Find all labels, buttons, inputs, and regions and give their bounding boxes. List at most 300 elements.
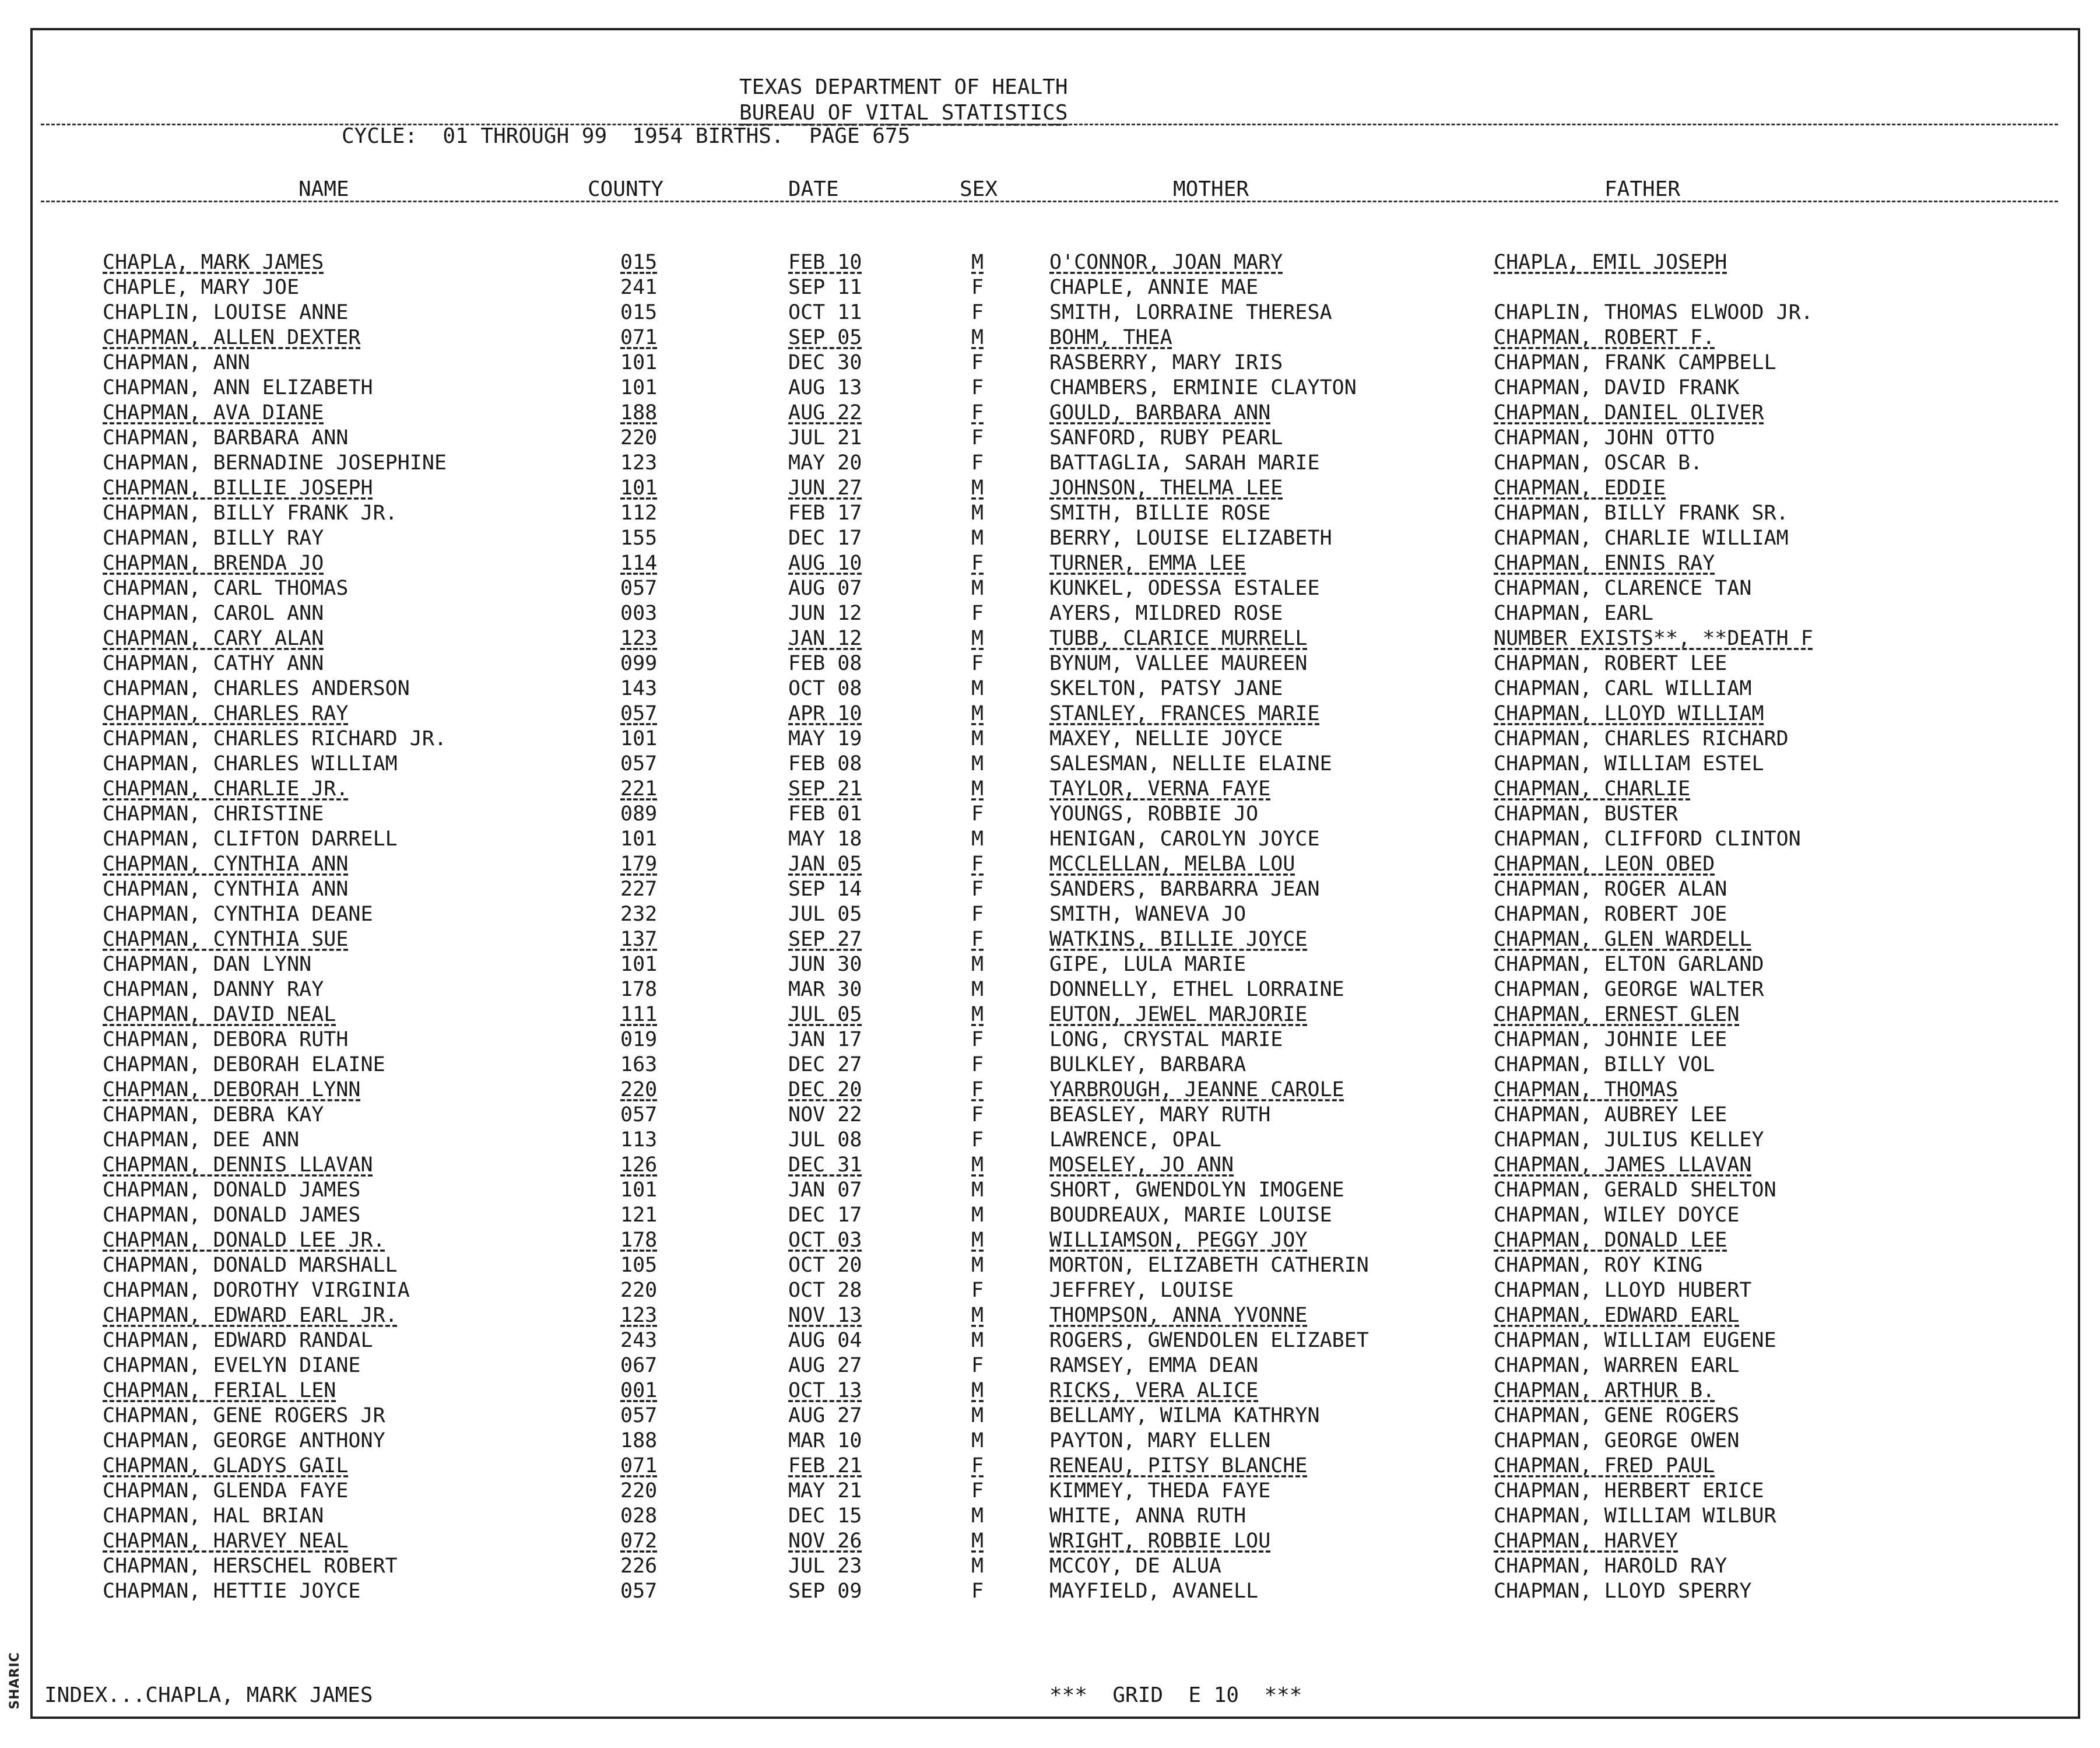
column-header-father: FATHER [1604,177,1681,201]
record-father: CHAPMAN, BILLY VOL [1494,1053,1715,1076]
record-county: 067 [620,1354,658,1377]
record-county: 143 [620,677,658,700]
record-father: CHAPMAN, CHARLIE [1494,777,1691,801]
record-row [0,1178,2100,1203]
record-mother: YARBROUGH, JEANNE CAROLE [1049,1078,1344,1101]
record-name: CHAPMAN, BARBARA ANN [103,426,349,450]
record-mother: AYERS, MILDRED ROSE [1049,602,1283,625]
record-date: OCT 03 [788,1228,862,1252]
record-row [0,677,2100,702]
record-row [0,1128,2100,1153]
record-date: NOV 13 [788,1304,862,1327]
record-date: AUG 07 [788,577,862,600]
record-row [0,251,2100,276]
record-mother: TUBB, CLARICE MURRELL [1049,627,1308,650]
record-county: 126 [620,1153,658,1177]
record-mother: MCCLELLAN, MELBA LOU [1049,852,1295,876]
record-name: CHAPMAN, DEE ANN [103,1128,300,1152]
record-father: CHAPMAN, GERALD SHELTON [1494,1178,1776,1202]
record-sex: F [971,903,984,926]
record-row [0,1529,2100,1554]
record-sex: F [971,376,984,399]
record-county: 101 [620,376,658,399]
record-date: JUL 23 [788,1554,862,1578]
record-father: CHAPMAN, ROBERT JOE [1494,903,1727,926]
record-mother: MCCOY, DE ALUA [1049,1554,1222,1578]
footer-grid: *** GRID E 10 *** [1049,1683,1302,1707]
side-label [3,1650,38,1714]
record-name: CHAPMAN, CARY ALAN [103,627,324,650]
record-county: 101 [620,1178,658,1202]
record-father: CHAPMAN, LEON OBED [1494,852,1715,876]
record-name: CHAPMAN, DANNY RAY [103,978,324,1001]
record-county: 015 [620,301,658,324]
record-row [0,1454,2100,1479]
record-row [0,627,2100,652]
record-father: CHAPMAN, AUBREY LEE [1494,1103,1727,1126]
record-father: CHAPMAN, JULIUS KELLEY [1494,1128,1764,1152]
record-row [0,727,2100,752]
record-row [0,802,2100,827]
record-sex: F [971,1354,984,1377]
record-name: CHAPMAN, BILLY FRANK JR. [103,501,398,525]
record-sex: M [971,978,984,1001]
record-row [0,451,2100,476]
record-sex: M [971,1003,984,1026]
record-father: CHAPMAN, JOHN OTTO [1494,426,1715,450]
record-date: JAN 12 [788,627,862,650]
record-father: CHAPMAN, DAVID FRANK [1494,376,1740,399]
record-row [0,1279,2100,1304]
record-county: 015 [620,251,658,274]
record-mother: GOULD, BARBARA ANN [1049,401,1271,424]
record-name: CHAPMAN, EDWARD RANDAL [103,1329,373,1352]
record-name: CHAPMAN, CHARLES RICHARD JR. [103,727,447,750]
record-mother: MAYFIELD, AVANELL [1049,1579,1259,1603]
record-name: CHAPMAN, CYNTHIA SUE [103,928,349,951]
record-father: CHAPMAN, HERBERT ERICE [1494,1479,1764,1503]
record-sex: M [971,752,984,775]
record-date: SEP 11 [788,276,862,299]
record-county: 123 [620,451,658,475]
record-county: 057 [620,1404,658,1427]
record-father: CHAPMAN, ROBERT LEE [1494,652,1727,675]
record-mother: SANDERS, BARBARRA JEAN [1049,877,1320,901]
record-sex: M [971,251,984,274]
record-date: SEP 27 [788,928,862,951]
record-mother: SHORT, GWENDOLYN IMOGENE [1049,1178,1344,1202]
record-mother: JOHNSON, THELMA LEE [1049,476,1283,500]
record-row [0,953,2100,978]
record-father: CHAPMAN, LLOYD HUBERT [1494,1279,1752,1302]
record-county: 220 [620,426,658,450]
record-row [0,1228,2100,1254]
record-name: CHAPMAN, CHARLES WILLIAM [103,752,398,775]
record-county: 099 [620,652,658,675]
record-mother: TURNER, EMMA LEE [1049,552,1246,575]
record-row [0,376,2100,401]
column-header-rule [41,201,2058,202]
record-row [0,1103,2100,1128]
record-father: CHAPMAN, LLOYD WILLIAM [1494,702,1764,725]
record-mother: KIMMEY, THEDA FAYE [1049,1479,1271,1503]
record-date: DEC 17 [788,526,862,550]
record-date: AUG 27 [788,1404,862,1427]
record-sex: M [971,627,984,650]
record-date: DEC 27 [788,1053,862,1076]
record-date: NOV 22 [788,1103,862,1126]
record-county: 227 [620,877,658,901]
record-row [0,552,2100,577]
record-sex: M [971,577,984,600]
record-mother: YOUNGS, ROBBIE JO [1049,802,1259,826]
record-county: 137 [620,928,658,951]
record-county: 003 [620,602,658,625]
header-line-2: BUREAU OF VITAL STATISTICS [739,101,1068,125]
record-mother: CHAMBERS, ERMINIE CLAYTON [1049,376,1357,399]
record-county: 111 [620,1003,658,1026]
record-date: JAN 05 [788,852,862,876]
record-county: 057 [620,752,658,775]
record-mother: WATKINS, BILLIE JOYCE [1049,928,1308,951]
record-row [0,1254,2100,1279]
record-mother: BELLAMY, WILMA KATHRYN [1049,1404,1320,1427]
record-mother: KUNKEL, ODESSA ESTALEE [1049,577,1320,600]
record-date: SEP 09 [788,1579,862,1603]
record-date: MAY 19 [788,727,862,750]
record-mother: WRIGHT, ROBBIE LOU [1049,1529,1271,1553]
record-county: 178 [620,978,658,1001]
record-sex: M [971,1304,984,1327]
record-name: CHAPMAN, CHARLIE JR. [103,777,349,801]
record-mother: ROGERS, GWENDOLEN ELIZABET [1049,1329,1369,1352]
record-father: CHAPMAN, WILLIAM EUGENE [1494,1329,1776,1352]
record-father: CHAPMAN, HAROLD RAY [1494,1554,1727,1578]
record-name: CHAPMAN, DEBORAH LYNN [103,1078,361,1101]
record-sex: M [971,1178,984,1202]
record-row [0,852,2100,877]
record-mother: CHAPLE, ANNIE MAE [1049,276,1259,299]
record-father: CHAPMAN, DONALD LEE [1494,1228,1727,1252]
record-row [0,928,2100,953]
record-sex: M [971,326,984,349]
record-sex: M [971,1203,984,1227]
record-row [0,602,2100,627]
record-row [0,301,2100,326]
record-sex: F [971,401,984,424]
record-row [0,1053,2100,1078]
record-father: CHAPMAN, EARL [1494,602,1653,625]
record-date: JUN 27 [788,476,862,500]
record-county: 101 [620,476,658,500]
record-date: DEC 17 [788,1203,862,1227]
record-county: 057 [620,1579,658,1603]
column-header-county: COUNTY [588,177,664,201]
record-name: CHAPMAN, FERIAL LEN [103,1379,336,1402]
record-father: CHAPMAN, CLARENCE TAN [1494,577,1752,600]
record-sex: M [971,727,984,750]
record-row [0,401,2100,426]
record-name: CHAPMAN, DENNIS LLAVAN [103,1153,373,1177]
record-mother: GIPE, LULA MARIE [1049,953,1246,976]
record-sex: M [971,1379,984,1402]
record-name: CHAPMAN, DONALD MARSHALL [103,1254,398,1277]
record-row [0,1579,2100,1605]
record-name: CHAPMAN, CLIFTON DARRELL [103,827,398,851]
record-county: 101 [620,351,658,374]
record-row [0,1404,2100,1429]
record-date: JUN 30 [788,953,862,976]
record-name: CHAPMAN, CARL THOMAS [103,577,349,600]
record-row [0,276,2100,301]
record-county: 220 [620,1279,658,1302]
record-date: JUN 12 [788,602,862,625]
record-father: CHAPLA, EMIL JOSEPH [1494,251,1727,274]
record-name: CHAPMAN, CHRISTINE [103,802,324,826]
record-father: CHAPMAN, CARL WILLIAM [1494,677,1752,700]
record-father: CHAPMAN, HARVEY [1494,1529,1678,1553]
record-date: FEB 08 [788,752,862,775]
record-name: CHAPMAN, CHARLES RAY [103,702,349,725]
record-county: 123 [620,1304,658,1327]
record-name: CHAPMAN, HETTIE JOYCE [103,1579,361,1603]
record-name: CHAPMAN, CYNTHIA ANN [103,852,349,876]
record-date: DEC 30 [788,351,862,374]
record-row [0,827,2100,852]
record-father: CHAPMAN, ARTHUR B. [1494,1379,1715,1402]
record-row [0,426,2100,451]
record-name: CHAPMAN, GENE ROGERS JR [103,1404,385,1427]
record-sex: F [971,1279,984,1302]
record-name: CHAPMAN, GLENDA FAYE [103,1479,349,1503]
record-mother: BERRY, LOUISE ELIZABETH [1049,526,1332,550]
record-date: SEP 21 [788,777,862,801]
record-county: 114 [620,552,658,575]
record-county: 121 [620,1203,658,1227]
record-mother: LAWRENCE, OPAL [1049,1128,1222,1152]
record-row [0,577,2100,602]
record-name: CHAPMAN, CHARLES ANDERSON [103,677,410,700]
record-row [0,978,2100,1003]
record-date: JUL 21 [788,426,862,450]
record-name: CHAPMAN, CATHY ANN [103,652,324,675]
record-date: AUG 13 [788,376,862,399]
record-date: OCT 28 [788,1279,862,1302]
record-county: 163 [620,1053,658,1076]
record-sex: M [971,1153,984,1177]
record-date: MAR 10 [788,1429,862,1452]
record-name: CHAPLA, MARK JAMES [103,251,324,274]
record-mother: SMITH, LORRAINE THERESA [1049,301,1332,324]
record-mother: BULKLEY, BARBARA [1049,1053,1246,1076]
record-father: CHAPLIN, THOMAS ELWOOD JR. [1494,301,1813,324]
record-father: CHAPMAN, JAMES LLAVAN [1494,1153,1752,1177]
record-name: CHAPMAN, BRENDA JO [103,552,324,575]
record-mother: DONNELLY, ETHEL LORRAINE [1049,978,1344,1001]
record-row [0,752,2100,777]
record-row [0,1429,2100,1454]
record-county: 232 [620,903,658,926]
record-father: CHAPMAN, OSCAR B. [1494,451,1703,475]
record-date: OCT 13 [788,1379,862,1402]
record-date: MAY 20 [788,451,862,475]
record-date: MAR 30 [788,978,862,1001]
record-father: CHAPMAN, ENNIS RAY [1494,552,1715,575]
record-father: CHAPMAN, GLEN WARDELL [1494,928,1752,951]
record-father: CHAPMAN, FRANK CAMPBELL [1494,351,1776,374]
record-mother: TAYLOR, VERNA FAYE [1049,777,1271,801]
record-name: CHAPMAN, DEBORAH ELAINE [103,1053,385,1076]
record-date: FEB 17 [788,501,862,525]
record-county: 071 [620,1454,658,1477]
record-sex: M [971,1504,984,1528]
record-row [0,903,2100,928]
record-father: CHAPMAN, GEORGE WALTER [1494,978,1764,1001]
record-row [0,1504,2100,1529]
record-name: CHAPLIN, LOUISE ANNE [103,301,349,324]
record-sex: M [971,1404,984,1427]
record-sex: M [971,526,984,550]
record-father: CHAPMAN, ROGER ALAN [1494,877,1727,901]
record-father: CHAPMAN, WILEY DOYCE [1494,1203,1740,1227]
record-county: 188 [620,1429,658,1452]
record-row [0,1354,2100,1379]
record-date: JAN 17 [788,1028,862,1051]
record-mother: WILLIAMSON, PEGGY JOY [1049,1228,1308,1252]
record-date: JUL 05 [788,1003,862,1026]
record-name: CHAPLE, MARY JOE [103,276,300,299]
record-sex: F [971,1103,984,1126]
record-father: CHAPMAN, DANIEL OLIVER [1494,401,1764,424]
record-mother: BOUDREAUX, MARIE LOUISE [1049,1203,1332,1227]
record-name: CHAPMAN, AVA DIANE [103,401,324,424]
record-name: CHAPMAN, EDWARD EARL JR. [103,1304,398,1327]
record-sex: F [971,426,984,450]
record-row [0,1153,2100,1178]
record-sex: M [971,1529,984,1553]
record-county: 101 [620,727,658,750]
record-sex: M [971,1429,984,1452]
side-label-text: SHARIC [7,1652,22,1710]
record-row [0,877,2100,903]
record-date: MAY 18 [788,827,862,851]
record-father: CHAPMAN, WILLIAM WILBUR [1494,1504,1776,1528]
record-father: CHAPMAN, BUSTER [1494,802,1678,826]
record-county: 071 [620,326,658,349]
record-father: CHAPMAN, FRED PAUL [1494,1454,1715,1477]
record-father: CHAPMAN, BILLY FRANK SR. [1494,501,1789,525]
column-header-mother: MOTHER [1173,177,1249,201]
record-row [0,1028,2100,1053]
footer-index: INDEX...CHAPLA, MARK JAMES [44,1683,373,1707]
record-father: CHAPMAN, WILLIAM ESTEL [1494,752,1764,775]
record-row [0,1078,2100,1103]
record-row [0,652,2100,677]
record-row [0,777,2100,802]
record-mother: HENIGAN, CAROLYN JOYCE [1049,827,1320,851]
record-sex: M [971,501,984,525]
record-county: 123 [620,627,658,650]
record-father: CHAPMAN, ROY KING [1494,1254,1703,1277]
record-name: CHAPMAN, DONALD JAMES [103,1203,361,1227]
record-date: FEB 01 [788,802,862,826]
column-header-sex: SEX [960,177,998,201]
record-mother: RASBERRY, MARY IRIS [1049,351,1283,374]
header-line-1: TEXAS DEPARTMENT OF HEALTH [739,75,1068,99]
record-sex: F [971,351,984,374]
record-row [0,1379,2100,1404]
record-county: 057 [620,1103,658,1126]
record-sex: F [971,802,984,826]
record-sex: F [971,1053,984,1076]
record-mother: SANFORD, RUBY PEARL [1049,426,1283,450]
record-name: CHAPMAN, DOROTHY VIRGINIA [103,1279,410,1302]
record-date: JUL 05 [788,903,862,926]
record-row [0,526,2100,552]
record-row [0,1329,2100,1354]
record-sex: F [971,652,984,675]
record-father: CHAPMAN, THOMAS [1494,1078,1678,1101]
record-mother: JEFFREY, LOUISE [1049,1279,1234,1302]
record-county: 101 [620,953,658,976]
record-father: CHAPMAN, CHARLIE WILLIAM [1494,526,1789,550]
record-name: CHAPMAN, DAN LYNN [103,953,312,976]
record-sex: F [971,301,984,324]
record-date: APR 10 [788,702,862,725]
record-date: FEB 10 [788,251,862,274]
record-name: CHAPMAN, CAROL ANN [103,602,324,625]
record-county: 072 [620,1529,658,1553]
record-county: 113 [620,1128,658,1152]
record-father: CHAPMAN, CLIFFORD CLINTON [1494,827,1801,851]
record-mother: BYNUM, VALLEE MAUREEN [1049,652,1308,675]
record-mother: BATTAGLIA, SARAH MARIE [1049,451,1320,475]
record-father: CHAPMAN, LLOYD SPERRY [1494,1579,1752,1603]
record-mother: LONG, CRYSTAL MARIE [1049,1028,1283,1051]
record-mother: RAMSEY, EMMA DEAN [1049,1354,1259,1377]
record-county: 188 [620,401,658,424]
record-county: 089 [620,802,658,826]
record-row [0,326,2100,351]
record-date: FEB 08 [788,652,862,675]
record-name: CHAPMAN, ALLEN DEXTER [103,326,361,349]
record-sex: M [971,702,984,725]
record-name: CHAPMAN, DONALD JAMES [103,1178,361,1202]
record-mother: MORTON, ELIZABETH CATHERIN [1049,1254,1369,1277]
record-father: CHAPMAN, ERNEST GLEN [1494,1003,1740,1026]
record-county: 028 [620,1504,658,1528]
record-name: CHAPMAN, GLADYS GAIL [103,1454,349,1477]
record-father: CHAPMAN, GENE ROGERS [1494,1404,1740,1427]
record-sex: M [971,1329,984,1352]
record-date: DEC 31 [788,1153,862,1177]
cycle-line: CYCLE: 01 THROUGH 99 1954 BIRTHS. PAGE 675 [342,124,911,148]
record-date: JAN 07 [788,1178,862,1202]
record-sex: F [971,1128,984,1152]
record-name: CHAPMAN, DEBORA RUTH [103,1028,349,1051]
record-date: SEP 05 [788,326,862,349]
record-row [0,351,2100,376]
record-county: 226 [620,1554,658,1578]
record-date: AUG 27 [788,1354,862,1377]
record-mother: BEASLEY, MARY RUTH [1049,1103,1271,1126]
record-sex: M [971,476,984,500]
record-county: 001 [620,1379,658,1402]
record-date: NOV 26 [788,1529,862,1553]
record-sex: M [971,777,984,801]
column-header-name: NAME [299,177,349,201]
record-date: DEC 15 [788,1504,862,1528]
